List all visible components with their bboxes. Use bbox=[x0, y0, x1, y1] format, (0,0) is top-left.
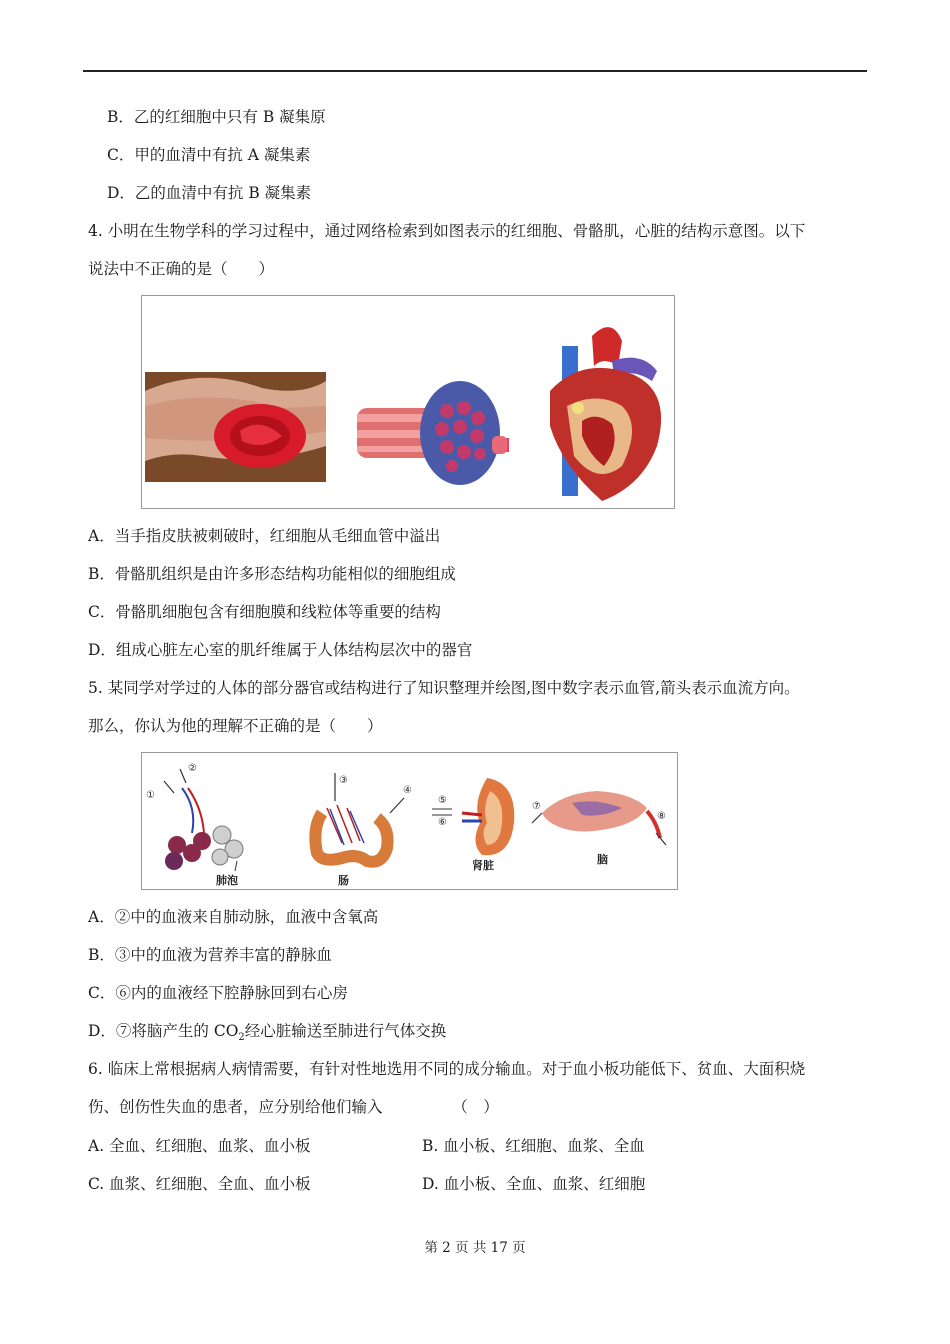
q6-stem-line1: 6. 临床上常根据病人病情需要，有针对性地选用不同的成分输血。对于血小板功能低下、贫血、大面积烧 bbox=[88, 1060, 806, 1078]
red-blood-cell-image bbox=[145, 372, 326, 482]
q4-option-a: A．当手指皮肤被刺破时，红细胞从毛细血管中溢出 bbox=[88, 527, 441, 545]
q3-option-d: D．乙的血清中有抗 B 凝集素 bbox=[107, 184, 312, 202]
q3-option-b: B．乙的红细胞中只有 B 凝集原 bbox=[107, 108, 326, 126]
intestine-diagram bbox=[315, 773, 412, 887]
q4-option-b: B．骨骼肌组织是由许多形态结构功能相似的细胞组成 bbox=[88, 565, 456, 583]
q6-option-c: C. 血浆、红细胞、全血、血小板 bbox=[88, 1175, 311, 1193]
brain-diagram bbox=[532, 791, 666, 866]
q3-option-c: C．甲的血清中有抗 A 凝集素 bbox=[107, 146, 311, 164]
q6-stem-line2: 伤、创伤性失血的患者，应分别给他们输入 （ ） bbox=[88, 1098, 499, 1116]
q5-option-c: C．⑥内的血液经下腔静脉回到右心房 bbox=[88, 984, 348, 1002]
label-5: ⑤ bbox=[438, 795, 447, 806]
q5-stem-line1: 5. 某同学对学过的人体的部分器官或结构进行了知识整理并绘图,图中数字表示血管,箭头表示血流方向。 bbox=[88, 679, 800, 697]
label-kidney: 肾脏 bbox=[472, 859, 494, 872]
q4-option-d: D．组成心脏左心室的肌纤维属于人体结构层次中的器官 bbox=[88, 641, 473, 659]
label-intestine: 肠 bbox=[338, 874, 349, 887]
q5-option-a: A．②中的血液来自肺动脉，血液中含氧高 bbox=[88, 908, 379, 926]
label-1: ① bbox=[146, 790, 155, 801]
q4-option-c: C．骨骼肌细胞包含有细胞膜和线粒体等重要的结构 bbox=[88, 603, 441, 621]
header-rule bbox=[83, 70, 867, 72]
label-brain: 脑 bbox=[597, 853, 608, 866]
heart-image bbox=[550, 327, 661, 501]
kidney-diagram bbox=[432, 778, 514, 872]
q6-option-a: A. 全血、红细胞、血浆、血小板 bbox=[88, 1137, 311, 1155]
q5-stem-line2: 那么，你认为他的理解不正确的是（ ） bbox=[88, 717, 383, 735]
label-6: ⑥ bbox=[438, 817, 447, 828]
label-7: ⑦ bbox=[532, 801, 541, 812]
alveoli-diagram bbox=[146, 763, 243, 887]
label-3: ③ bbox=[339, 775, 348, 786]
q5-option-d: D．⑦将脑产生的 $CO_2$经心脏输送至肺进行气体交换 bbox=[88, 1022, 447, 1044]
skeletal-muscle-image bbox=[357, 381, 509, 485]
page-footer: 第 2 页 共 17 页 bbox=[424, 1240, 526, 1256]
label-2: ② bbox=[188, 763, 197, 774]
label-alveoli: 肺泡 bbox=[216, 874, 238, 887]
q4-figure bbox=[141, 295, 675, 509]
label-4: ④ bbox=[403, 785, 412, 796]
label-8: ⑧ bbox=[657, 811, 666, 822]
q5-figure bbox=[141, 752, 678, 890]
q4-stem-line1: 4. 小明在生物学科的学习过程中，通过网络检索到如图表示的红细胞、骨骼肌，心脏的结构示意图。以下 bbox=[88, 222, 806, 240]
q6-option-d: D. 血小板、全血、血浆、红细胞 bbox=[422, 1175, 646, 1193]
q5-option-b: B．③中的血液为营养丰富的静脉血 bbox=[88, 946, 332, 964]
q6-option-b: B. 血小板、红细胞、血浆、全血 bbox=[422, 1137, 645, 1155]
q4-stem-line2: 说法中不正确的是（ ） bbox=[88, 260, 275, 278]
